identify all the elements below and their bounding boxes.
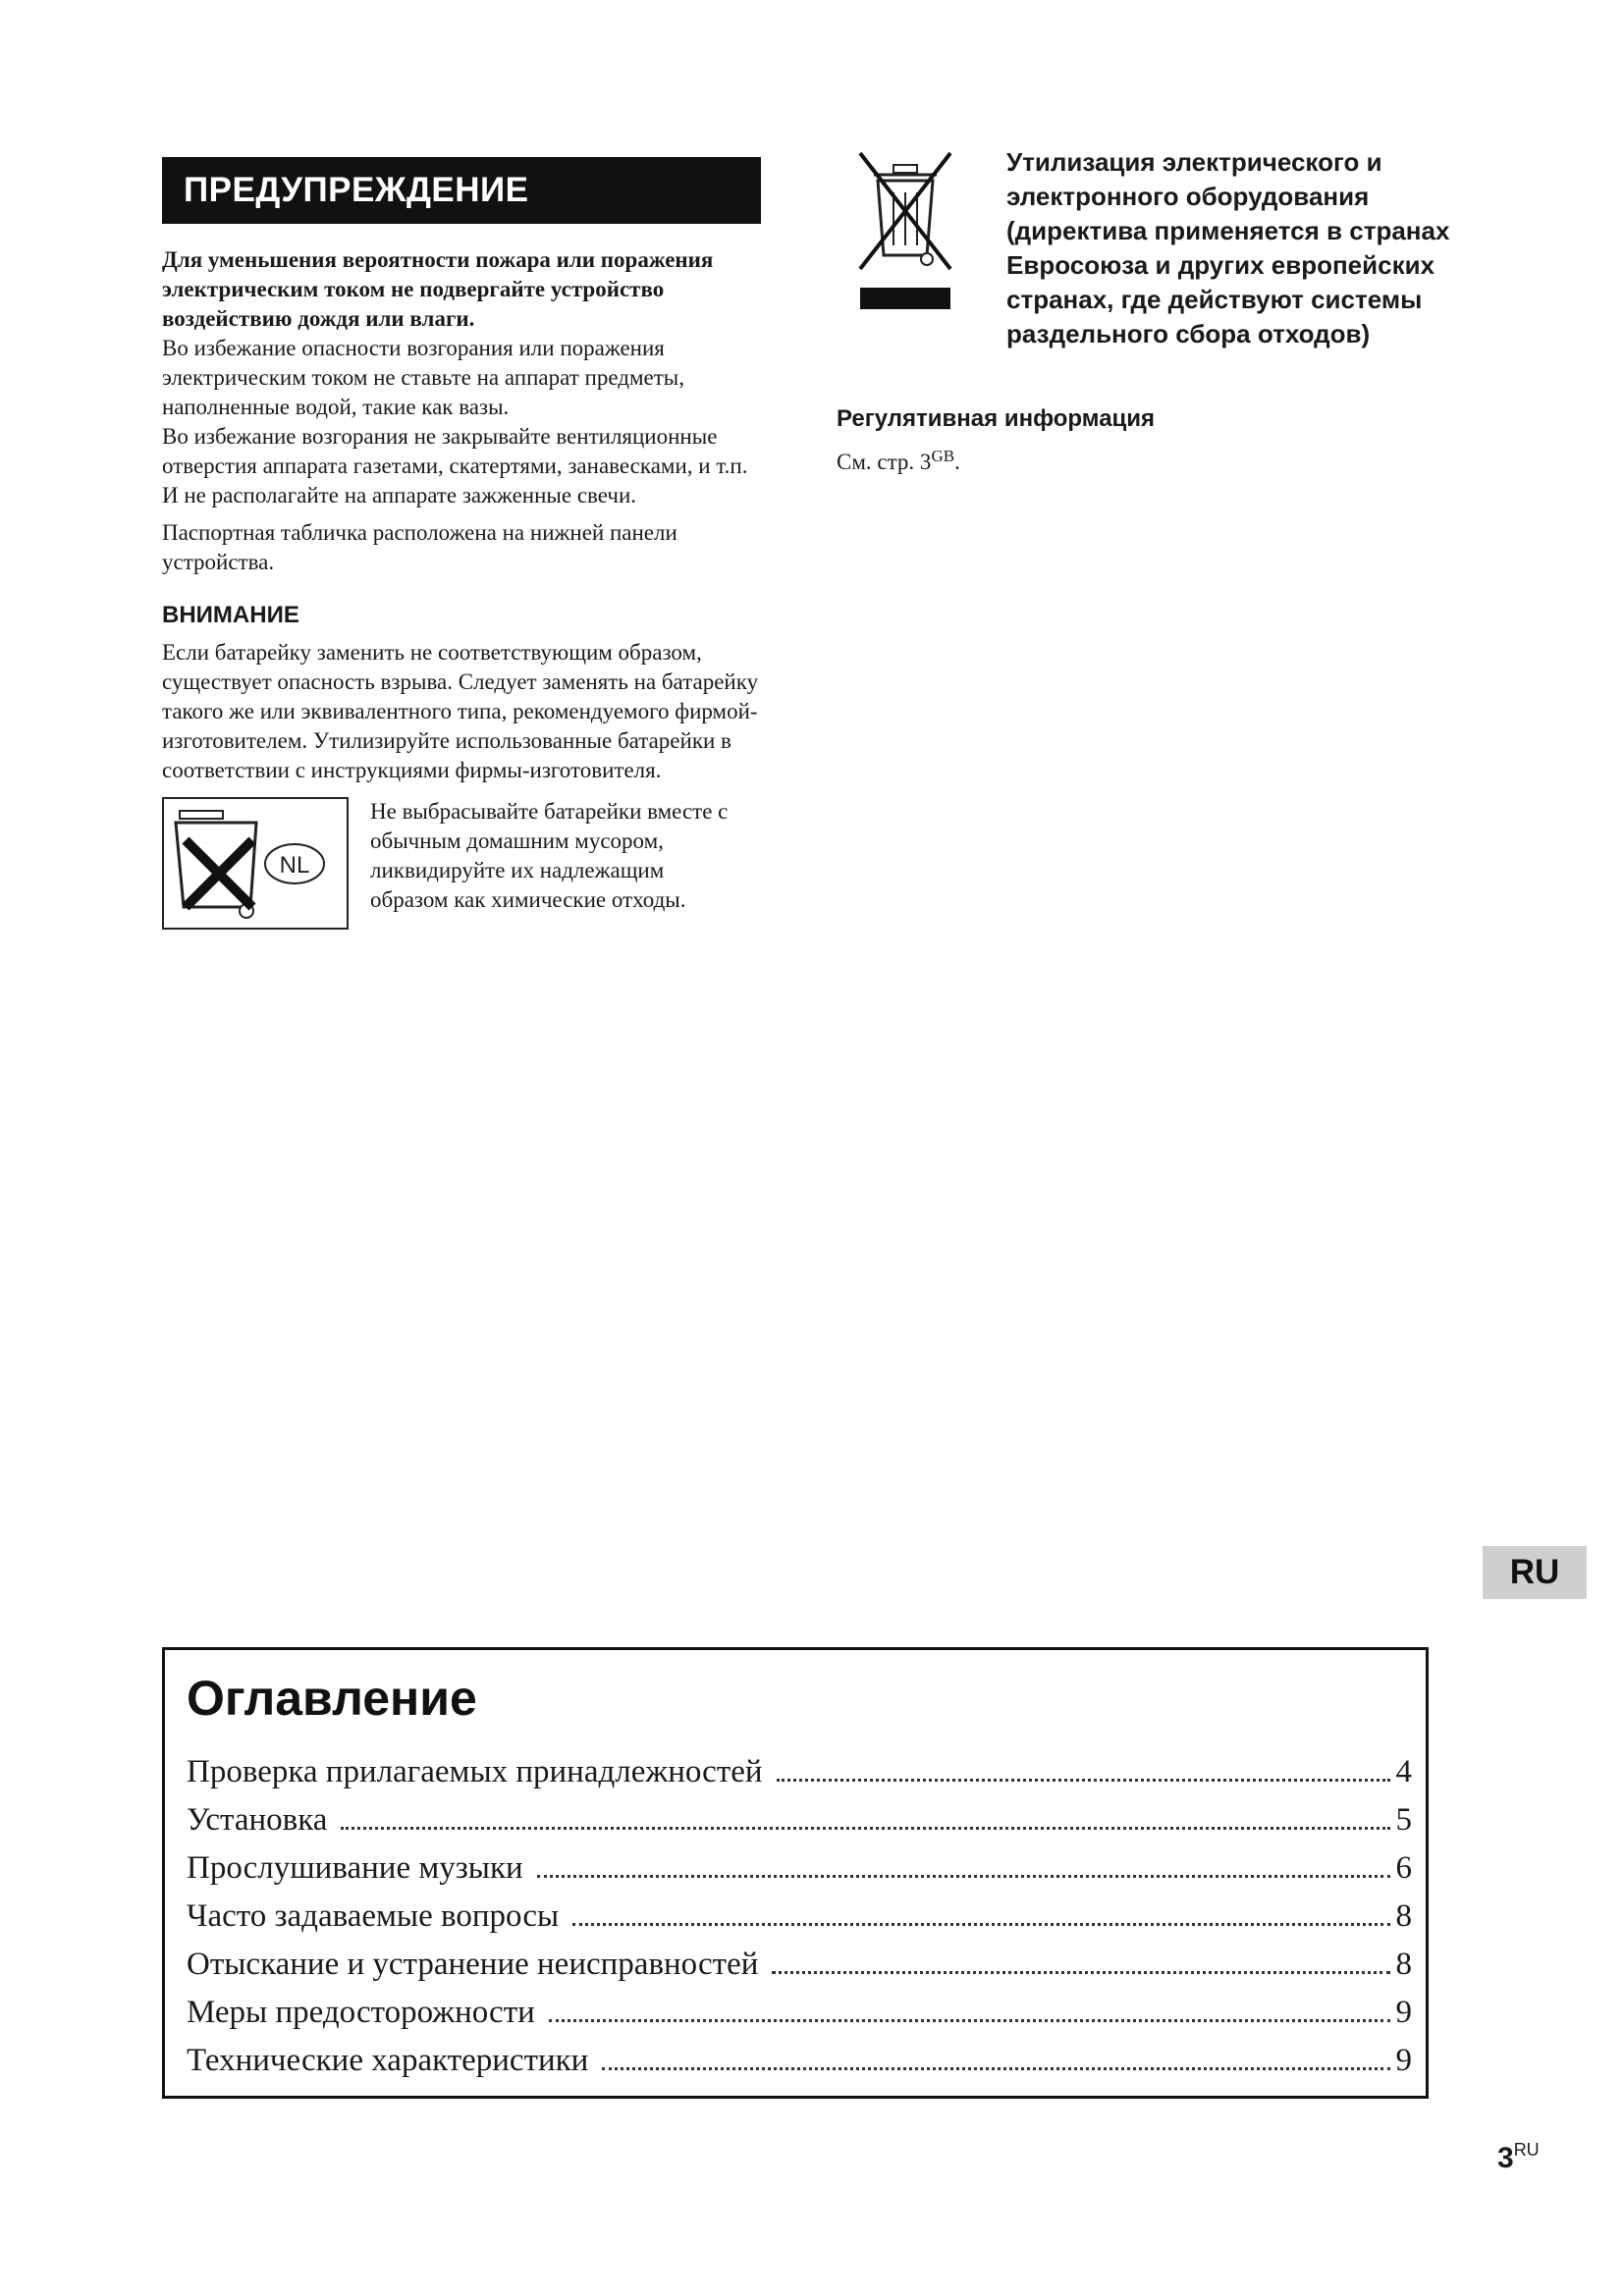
regulatory-sup: GB — [931, 447, 955, 465]
language-tab: RU — [1483, 1546, 1587, 1599]
toc-item-page: 5 — [1395, 1802, 1412, 1838]
toc-dot-leader — [549, 2019, 1390, 2022]
warning-text-water: Во избежание опасности возгорания или поражения электрическим током не ставьте на аппарат предметы, наполненные водой, такие как вазы. — [162, 336, 684, 419]
battery-disposal-row — [162, 797, 761, 930]
toc-item-label: Проверка прилагаемых принадлежностей — [187, 1754, 763, 1789]
caution-heading: ВНИМАНИЕ — [162, 602, 299, 628]
battery-disposal-text: Не выбрасывайте батарейки вместе с обычным домашним мусором, ликвидируйте их надлежащим образом как химические отходы. — [370, 799, 729, 912]
toc-item-page: 8 — [1395, 1947, 1412, 1982]
warning-section — [162, 157, 761, 930]
regulatory-ref: См. стр. 3 — [837, 450, 932, 474]
nameplate-text: Паспортная табличка расположена на нижней панели устройства. — [162, 520, 677, 574]
battery-disposal-icon — [162, 797, 349, 930]
toc-item-page: 9 — [1395, 2043, 1412, 2078]
toc-item-page: 4 — [1395, 1754, 1412, 1789]
disposal-title: Утилизация электрического и электронного оборудования (директива применяется в странах Евросоюза и других европейских странах, где действуют системы раздельного сбора отходов) — [1006, 147, 1450, 348]
warning-text-ventilation: Во избежание возгорания не закрывайте вентиляционные отверстия аппарата газетами, скатертями, занавесками, и т.п. И не располагайте на аппарате зажженные свечи. — [162, 424, 748, 507]
toc-item-label: Установка — [187, 1802, 328, 1838]
toc-item-label: Прослушивание музыки — [187, 1850, 523, 1886]
toc-item-label: Отыскание и устранение неисправностей — [187, 1947, 759, 1982]
toc-item[interactable] — [187, 1844, 1412, 1893]
warning-bold-text: Для уменьшения вероятности пожара или поражения электрическим током не подвергайте устройство воздействию дождя или влаги. — [162, 247, 714, 331]
nl-label: NL — [279, 852, 310, 879]
toc-item[interactable] — [187, 1941, 1412, 1989]
toc-list — [187, 1748, 1412, 2085]
weee-bin-icon — [846, 145, 964, 317]
regulatory-heading: Регулятивная информация — [837, 405, 1156, 432]
toc-dot-leader — [602, 2067, 1389, 2070]
toc-item-label: Часто задаваемые вопросы — [187, 1898, 560, 1934]
page-number-value: 3 — [1497, 2142, 1514, 2174]
page-number-sup: RU — [1513, 2140, 1540, 2160]
regulatory-suffix: . — [954, 450, 960, 474]
toc-dot-leader — [537, 1875, 1390, 1878]
caution-text: Если батарейку заменить не соответствующим образом, существует опасность взрыва. Следует заменять на батарейку такого же или эквивалентного типа, рекомендуемого фирмой-изготовителем. Утилизируйте использованные батарейки в соответствии с инструкциями фирмы-изготовителя. — [162, 640, 759, 782]
toc-item-page: 8 — [1395, 1898, 1412, 1934]
toc-item[interactable] — [187, 1893, 1412, 1941]
toc-title: Оглавление — [187, 1671, 477, 1726]
toc-item[interactable] — [187, 1748, 1412, 1796]
toc-item-label: Технические характеристики — [187, 2043, 589, 2078]
toc-item[interactable] — [187, 2037, 1412, 2085]
toc-dot-leader — [572, 1923, 1389, 1926]
table-of-contents — [162, 1647, 1429, 2099]
toc-item-page: 9 — [1395, 1995, 1412, 2030]
toc-dot-leader — [772, 1971, 1389, 1974]
warning-title: ПРЕДУПРЕЖДЕНИЕ — [162, 157, 761, 224]
toc-item-label: Меры предосторожности — [187, 1995, 535, 2030]
toc-dot-leader — [777, 1779, 1390, 1782]
toc-item[interactable] — [187, 1989, 1412, 2037]
toc-dot-leader — [341, 1827, 1389, 1830]
toc-item[interactable] — [187, 1796, 1412, 1844]
regulatory-text — [837, 447, 960, 475]
page-number — [1497, 2140, 1540, 2175]
toc-item-page: 6 — [1395, 1850, 1412, 1886]
